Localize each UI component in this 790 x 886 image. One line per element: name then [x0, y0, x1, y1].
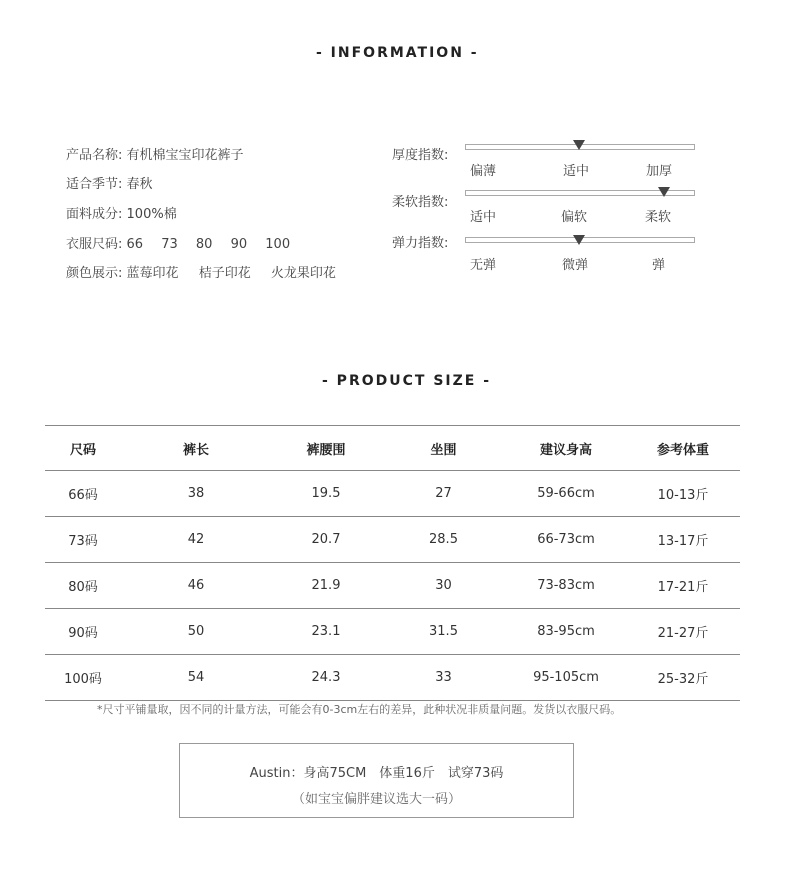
table-cell: 24.3: [271, 655, 381, 701]
table-cell: 10-13斤: [626, 471, 740, 517]
size-option: 100: [265, 237, 291, 252]
product-name-value: 有机棉宝宝印花裤子: [126, 148, 244, 163]
table-row: [45, 471, 740, 517]
table-row: [45, 563, 740, 609]
table-cell: 33: [381, 655, 506, 701]
table-header: 参考体重: [626, 426, 740, 471]
table-cell: 31.5: [381, 609, 506, 655]
table-cell: 73码: [45, 517, 121, 563]
table-cell: 20.7: [271, 517, 381, 563]
table-row: [45, 655, 740, 701]
elasticity-label: 弹力指数:: [392, 236, 449, 251]
softness-tick: 适中: [470, 210, 497, 225]
elasticity-tick: 无弹: [470, 258, 497, 273]
model-tip-line: （如宝宝偏胖建议选大一码）: [291, 792, 461, 807]
thickness-tick: 偏薄: [470, 164, 497, 179]
table-header: 裤长: [121, 426, 271, 471]
measurement-note: *尺寸平铺量取，因不同的计量方法，可能会有0-3cm左右的差异，此种状况非质量问题。发货以衣服尺码。: [97, 703, 622, 716]
table-header: 坐围: [381, 426, 506, 471]
size-row: [66, 233, 304, 252]
product-name-label: 产品名称:: [66, 148, 123, 163]
table-cell: 73-83cm: [506, 563, 626, 609]
size-option: 80: [195, 237, 213, 252]
thickness-label: 厚度指数:: [392, 148, 449, 163]
softness-tick: 偏软: [561, 210, 588, 225]
table-cell: 17-21斤: [626, 563, 740, 609]
season-label: 适合季节:: [66, 177, 123, 192]
color-option: 蓝莓印花: [126, 266, 179, 281]
table-cell: 19.5: [271, 471, 381, 517]
product-size-title: - PRODUCT SIZE -: [322, 373, 492, 389]
size-table: [45, 425, 740, 701]
table-cell: 90码: [45, 609, 121, 655]
model-info-line: Austin：身高75CM 体重16斤 试穿73码: [249, 766, 504, 781]
table-cell: 28.5: [381, 517, 506, 563]
table-cell: 100码: [45, 655, 121, 701]
softness-label: 柔软指数:: [392, 195, 449, 210]
table-cell: 46: [121, 563, 271, 609]
table-cell: 83-95cm: [506, 609, 626, 655]
fabric-row: [66, 203, 177, 222]
thickness-tick: 适中: [563, 164, 590, 179]
table-cell: 59-66cm: [506, 471, 626, 517]
table-cell: 13-17斤: [626, 517, 740, 563]
table-row: [45, 609, 740, 655]
fabric-label: 面料成分:: [66, 207, 123, 222]
table-cell: 27: [381, 471, 506, 517]
product-name-row: [66, 144, 244, 163]
size-option: 90: [230, 237, 248, 252]
thickness-marker-icon: [573, 140, 585, 150]
thickness-tick: 加厚: [646, 164, 673, 179]
color-option: 桔子印花: [198, 266, 251, 281]
table-cell: 66-73cm: [506, 517, 626, 563]
table-header-row: [45, 426, 740, 471]
table-cell: 50: [121, 609, 271, 655]
elasticity-tick: 弹: [652, 258, 666, 273]
model-info-box: [179, 743, 574, 818]
size-label: 衣服尺码:: [66, 237, 123, 252]
elasticity-marker-icon: [573, 235, 585, 245]
size-option: 73: [161, 237, 178, 252]
color-option: 火龙果印花: [270, 266, 336, 281]
table-cell: 30: [381, 563, 506, 609]
elasticity-tick: 微弹: [562, 258, 589, 273]
table-cell: 25-32斤: [626, 655, 740, 701]
table-header: 裤腰围: [271, 426, 381, 471]
table-row: [45, 517, 740, 563]
table-cell: 21.9: [271, 563, 381, 609]
fabric-value: 100%棉: [126, 207, 177, 222]
table-cell: 23.1: [271, 609, 381, 655]
season-value: 春秋: [126, 177, 153, 192]
table-cell: 80码: [45, 563, 121, 609]
softness-tick: 柔软: [645, 210, 672, 225]
table-cell: 95-105cm: [506, 655, 626, 701]
table-header: 尺码: [45, 426, 121, 471]
season-row: [66, 173, 153, 192]
table-cell: 42: [121, 517, 271, 563]
size-option: 66: [126, 237, 144, 252]
information-title: - INFORMATION -: [316, 45, 479, 61]
color-label: 颜色展示:: [66, 266, 123, 281]
table-cell: 38: [121, 471, 271, 517]
table-cell: 66码: [45, 471, 121, 517]
table-cell: 54: [121, 655, 271, 701]
softness-marker-icon: [658, 187, 670, 197]
color-row: [66, 262, 352, 281]
table-cell: 21-27斤: [626, 609, 740, 655]
table-header: 建议身高: [506, 426, 626, 471]
